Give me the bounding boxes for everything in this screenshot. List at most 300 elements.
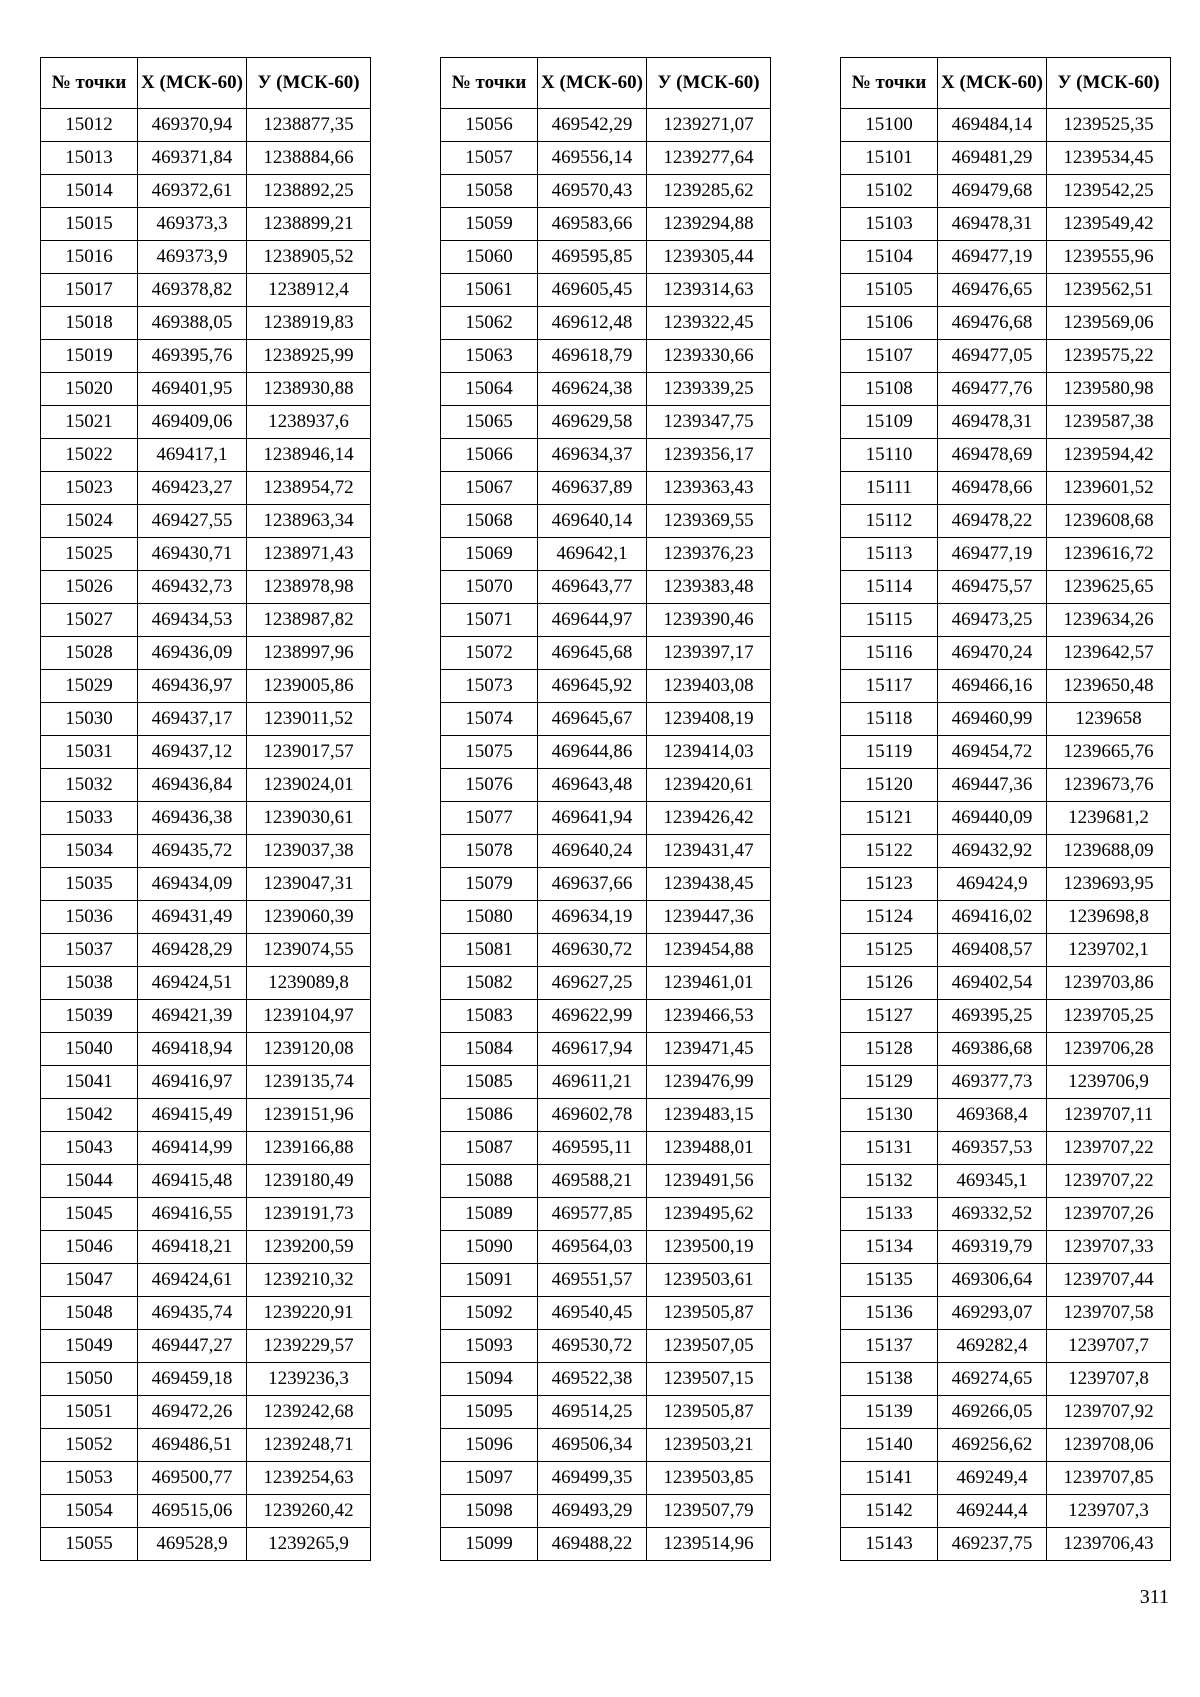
y-coordinate-cell: 1239491,56 [647, 1165, 771, 1198]
table-row [841, 1132, 1171, 1165]
y-coordinate-cell: 1239135,74 [247, 1066, 371, 1099]
table-row [441, 769, 771, 802]
table-row [441, 208, 771, 241]
coordinates-table-2 [440, 57, 771, 1561]
point-number-cell: 15103 [841, 208, 938, 241]
y-coordinate-cell: 1239314,63 [647, 274, 771, 307]
y-coordinate-cell: 1239673,76 [1047, 769, 1171, 802]
table-row [841, 1099, 1171, 1132]
y-coordinate-cell: 1239120,08 [247, 1033, 371, 1066]
table-row [841, 703, 1171, 736]
point-number-cell: 15136 [841, 1297, 938, 1330]
y-coordinate-cell: 1239665,76 [1047, 736, 1171, 769]
table-row [41, 1297, 371, 1330]
point-number-cell: 15054 [41, 1495, 138, 1528]
x-coordinate-cell: 469484,14 [938, 109, 1047, 142]
y-coordinate-cell: 1238978,98 [247, 571, 371, 604]
x-coordinate-cell: 469430,71 [138, 538, 247, 571]
point-number-cell: 15037 [41, 934, 138, 967]
point-number-cell: 15067 [441, 472, 538, 505]
x-coordinate-cell: 469605,45 [538, 274, 647, 307]
table-row [41, 1396, 371, 1429]
x-coordinate-cell: 469488,22 [538, 1528, 647, 1561]
y-coordinate-cell: 1239454,88 [647, 934, 771, 967]
table-row [441, 934, 771, 967]
x-coordinate-cell: 469486,51 [138, 1429, 247, 1462]
x-coordinate-cell: 469472,26 [138, 1396, 247, 1429]
x-coordinate-cell: 469421,39 [138, 1000, 247, 1033]
y-coordinate-cell: 1239254,63 [247, 1462, 371, 1495]
table-row [441, 472, 771, 505]
table-row [841, 1396, 1171, 1429]
x-coordinate-cell: 469634,37 [538, 439, 647, 472]
y-coordinate-cell: 1238987,82 [247, 604, 371, 637]
table-row [441, 505, 771, 538]
y-coordinate-cell: 1239634,26 [1047, 604, 1171, 637]
table-row [41, 1231, 371, 1264]
y-coordinate-cell: 1239229,57 [247, 1330, 371, 1363]
table-row [41, 175, 371, 208]
point-number-cell: 15094 [441, 1363, 538, 1396]
y-coordinate-cell: 1239260,42 [247, 1495, 371, 1528]
point-number-cell: 15104 [841, 241, 938, 274]
table-row [41, 571, 371, 604]
x-coordinate-cell: 469244,4 [938, 1495, 1047, 1528]
y-coordinate-cell: 1239089,8 [247, 967, 371, 1000]
x-coordinate-cell: 469556,14 [538, 142, 647, 175]
point-number-cell: 15042 [41, 1099, 138, 1132]
point-number-cell: 15012 [41, 109, 138, 142]
x-coordinate-cell: 469478,31 [938, 208, 1047, 241]
y-coordinate-cell: 1239104,97 [247, 1000, 371, 1033]
point-number-cell: 15025 [41, 538, 138, 571]
point-number-cell: 15070 [441, 571, 538, 604]
point-number-cell: 15135 [841, 1264, 938, 1297]
point-number-cell: 15016 [41, 241, 138, 274]
table-row [41, 1462, 371, 1495]
table-row [441, 1462, 771, 1495]
y-coordinate-cell: 1239707,22 [1047, 1165, 1171, 1198]
y-coordinate-cell: 1239707,7 [1047, 1330, 1171, 1363]
table-row [841, 604, 1171, 637]
table-row [441, 604, 771, 637]
x-coordinate-cell: 469481,29 [938, 142, 1047, 175]
point-number-cell: 15096 [441, 1429, 538, 1462]
x-coordinate-cell: 469528,9 [138, 1528, 247, 1561]
x-coordinate-cell: 469395,76 [138, 340, 247, 373]
point-number-cell: 15039 [41, 1000, 138, 1033]
table-row [441, 802, 771, 835]
point-number-cell: 15030 [41, 703, 138, 736]
point-number-cell: 15089 [441, 1198, 538, 1231]
table-row [41, 670, 371, 703]
header-point-number: № точки [41, 58, 138, 109]
point-number-cell: 15062 [441, 307, 538, 340]
header-y-coordinate: У (МСК-60) [247, 58, 371, 109]
table-row [41, 967, 371, 1000]
point-number-cell: 15124 [841, 901, 938, 934]
point-number-cell: 15090 [441, 1231, 538, 1264]
point-number-cell: 15029 [41, 670, 138, 703]
point-number-cell: 15129 [841, 1066, 938, 1099]
x-coordinate-cell: 469644,97 [538, 604, 647, 637]
x-coordinate-cell: 469624,38 [538, 373, 647, 406]
x-coordinate-cell: 469424,51 [138, 967, 247, 1000]
header-point-number: № точки [441, 58, 538, 109]
table-row [841, 901, 1171, 934]
y-coordinate-cell: 1239707,3 [1047, 1495, 1171, 1528]
y-coordinate-cell: 1239707,33 [1047, 1231, 1171, 1264]
x-coordinate-cell: 469622,99 [538, 1000, 647, 1033]
x-coordinate-cell: 469293,07 [938, 1297, 1047, 1330]
point-number-cell: 15127 [841, 1000, 938, 1033]
point-number-cell: 15034 [41, 835, 138, 868]
y-coordinate-cell: 1239525,35 [1047, 109, 1171, 142]
point-number-cell: 15069 [441, 538, 538, 571]
y-coordinate-cell: 1239339,25 [647, 373, 771, 406]
x-coordinate-cell: 469476,68 [938, 307, 1047, 340]
x-coordinate-cell: 469515,06 [138, 1495, 247, 1528]
y-coordinate-cell: 1239503,61 [647, 1264, 771, 1297]
x-coordinate-cell: 469476,65 [938, 274, 1047, 307]
x-coordinate-cell: 469416,97 [138, 1066, 247, 1099]
point-number-cell: 15078 [441, 835, 538, 868]
point-number-cell: 15123 [841, 868, 938, 901]
table-row [441, 406, 771, 439]
table-row [41, 109, 371, 142]
table-row [441, 1165, 771, 1198]
point-number-cell: 15031 [41, 736, 138, 769]
table-row [441, 1363, 771, 1396]
table-row [441, 967, 771, 1000]
y-coordinate-cell: 1239707,22 [1047, 1132, 1171, 1165]
x-coordinate-cell: 469332,52 [938, 1198, 1047, 1231]
y-coordinate-cell: 1239403,08 [647, 670, 771, 703]
point-number-cell: 15122 [841, 835, 938, 868]
point-number-cell: 15092 [441, 1297, 538, 1330]
y-coordinate-cell: 1238954,72 [247, 472, 371, 505]
header-row [841, 58, 1171, 109]
point-number-cell: 15068 [441, 505, 538, 538]
y-coordinate-cell: 1239369,55 [647, 505, 771, 538]
point-number-cell: 15093 [441, 1330, 538, 1363]
point-number-cell: 15063 [441, 340, 538, 373]
header-row [441, 58, 771, 109]
table-row [41, 934, 371, 967]
table-row [841, 736, 1171, 769]
table-row [41, 208, 371, 241]
y-coordinate-cell: 1239330,66 [647, 340, 771, 373]
header-x-coordinate: X (МСК-60) [538, 58, 647, 109]
x-coordinate-cell: 469634,19 [538, 901, 647, 934]
y-coordinate-cell: 1239693,95 [1047, 868, 1171, 901]
point-number-cell: 15015 [41, 208, 138, 241]
point-number-cell: 15084 [441, 1033, 538, 1066]
y-coordinate-cell: 1239074,55 [247, 934, 371, 967]
x-coordinate-cell: 469454,72 [938, 736, 1047, 769]
table-row [841, 472, 1171, 505]
point-number-cell: 15113 [841, 538, 938, 571]
table-row [441, 1066, 771, 1099]
point-number-cell: 15033 [41, 802, 138, 835]
y-coordinate-cell: 1239030,61 [247, 802, 371, 835]
y-coordinate-cell: 1239461,01 [647, 967, 771, 1000]
table-row [41, 868, 371, 901]
x-coordinate-cell: 469477,19 [938, 241, 1047, 274]
y-coordinate-cell: 1239555,96 [1047, 241, 1171, 274]
table-row [441, 538, 771, 571]
x-coordinate-cell: 469466,16 [938, 670, 1047, 703]
point-number-cell: 15139 [841, 1396, 938, 1429]
page-number: 311 [1139, 1586, 1169, 1608]
y-coordinate-cell: 1238919,83 [247, 307, 371, 340]
x-coordinate-cell: 469577,85 [538, 1198, 647, 1231]
y-coordinate-cell: 1239707,92 [1047, 1396, 1171, 1429]
x-coordinate-cell: 469611,21 [538, 1066, 647, 1099]
point-number-cell: 15087 [441, 1132, 538, 1165]
x-coordinate-cell: 469357,53 [938, 1132, 1047, 1165]
point-number-cell: 15121 [841, 802, 938, 835]
table-row [441, 274, 771, 307]
point-number-cell: 15141 [841, 1462, 938, 1495]
x-coordinate-cell: 469530,72 [538, 1330, 647, 1363]
point-number-cell: 15021 [41, 406, 138, 439]
x-coordinate-cell: 469583,66 [538, 208, 647, 241]
point-number-cell: 15131 [841, 1132, 938, 1165]
point-number-cell: 15066 [441, 439, 538, 472]
table-row [841, 373, 1171, 406]
y-coordinate-cell: 1239180,49 [247, 1165, 371, 1198]
point-number-cell: 15059 [441, 208, 538, 241]
y-coordinate-cell: 1239390,46 [647, 604, 771, 637]
table-row [441, 175, 771, 208]
y-coordinate-cell: 1239642,57 [1047, 637, 1171, 670]
table-row [841, 1231, 1171, 1264]
x-coordinate-cell: 469266,05 [938, 1396, 1047, 1429]
y-coordinate-cell: 1239503,21 [647, 1429, 771, 1462]
x-coordinate-cell: 469602,78 [538, 1099, 647, 1132]
table-row [841, 1165, 1171, 1198]
y-coordinate-cell: 1239397,17 [647, 637, 771, 670]
y-coordinate-cell: 1239658 [1047, 703, 1171, 736]
table-row [41, 406, 371, 439]
point-number-cell: 15064 [441, 373, 538, 406]
y-coordinate-cell: 1239466,53 [647, 1000, 771, 1033]
x-coordinate-cell: 469370,94 [138, 109, 247, 142]
x-coordinate-cell: 469470,24 [938, 637, 1047, 670]
table-row [441, 1264, 771, 1297]
y-coordinate-cell: 1238912,4 [247, 274, 371, 307]
point-number-cell: 15049 [41, 1330, 138, 1363]
y-coordinate-cell: 1239587,38 [1047, 406, 1171, 439]
point-number-cell: 15040 [41, 1033, 138, 1066]
table-row [841, 1429, 1171, 1462]
y-coordinate-cell: 1239151,96 [247, 1099, 371, 1132]
table-row [441, 703, 771, 736]
table-row [441, 1528, 771, 1561]
point-number-cell: 15052 [41, 1429, 138, 1462]
x-coordinate-cell: 469434,53 [138, 604, 247, 637]
y-coordinate-cell: 1239037,38 [247, 835, 371, 868]
x-coordinate-cell: 469570,43 [538, 175, 647, 208]
header-point-number: № точки [841, 58, 938, 109]
point-number-cell: 15027 [41, 604, 138, 637]
y-coordinate-cell: 1239688,09 [1047, 835, 1171, 868]
y-coordinate-cell: 1239248,71 [247, 1429, 371, 1462]
x-coordinate-cell: 469416,02 [938, 901, 1047, 934]
x-coordinate-cell: 469319,79 [938, 1231, 1047, 1264]
table-row [41, 1066, 371, 1099]
y-coordinate-cell: 1238877,35 [247, 109, 371, 142]
y-coordinate-cell: 1239438,45 [647, 868, 771, 901]
y-coordinate-cell: 1239242,68 [247, 1396, 371, 1429]
table-row [41, 1264, 371, 1297]
table-row [841, 670, 1171, 703]
table-row [41, 142, 371, 175]
table-row [41, 637, 371, 670]
x-coordinate-cell: 469499,35 [538, 1462, 647, 1495]
y-coordinate-cell: 1239414,03 [647, 736, 771, 769]
point-number-cell: 15088 [441, 1165, 538, 1198]
x-coordinate-cell: 469437,17 [138, 703, 247, 736]
y-coordinate-cell: 1239703,86 [1047, 967, 1171, 1000]
x-coordinate-cell: 469386,68 [938, 1033, 1047, 1066]
point-number-cell: 15065 [441, 406, 538, 439]
point-number-cell: 15116 [841, 637, 938, 670]
table-row [841, 142, 1171, 175]
point-number-cell: 15110 [841, 439, 938, 472]
x-coordinate-cell: 469377,73 [938, 1066, 1047, 1099]
point-number-cell: 15114 [841, 571, 938, 604]
y-coordinate-cell: 1239706,28 [1047, 1033, 1171, 1066]
point-number-cell: 15095 [441, 1396, 538, 1429]
point-number-cell: 15105 [841, 274, 938, 307]
y-coordinate-cell: 1239024,01 [247, 769, 371, 802]
x-coordinate-cell: 469473,25 [938, 604, 1047, 637]
table-row [41, 538, 371, 571]
table-row [841, 175, 1171, 208]
y-coordinate-cell: 1238997,96 [247, 637, 371, 670]
y-coordinate-cell: 1239191,73 [247, 1198, 371, 1231]
x-coordinate-cell: 469477,05 [938, 340, 1047, 373]
header-x-coordinate: X (МСК-60) [938, 58, 1047, 109]
y-coordinate-cell: 1239060,39 [247, 901, 371, 934]
x-coordinate-cell: 469617,94 [538, 1033, 647, 1066]
x-coordinate-cell: 469627,25 [538, 967, 647, 1000]
x-coordinate-cell: 469645,68 [538, 637, 647, 670]
x-coordinate-cell: 469493,29 [538, 1495, 647, 1528]
table-row [441, 1297, 771, 1330]
x-coordinate-cell: 469645,92 [538, 670, 647, 703]
y-coordinate-cell: 1239505,87 [647, 1297, 771, 1330]
y-coordinate-cell: 1239200,59 [247, 1231, 371, 1264]
x-coordinate-cell: 469373,3 [138, 208, 247, 241]
table-row [41, 802, 371, 835]
point-number-cell: 15119 [841, 736, 938, 769]
x-coordinate-cell: 469477,76 [938, 373, 1047, 406]
y-coordinate-cell: 1238892,25 [247, 175, 371, 208]
point-number-cell: 15126 [841, 967, 938, 1000]
table-row [41, 1363, 371, 1396]
table-row [41, 1165, 371, 1198]
y-coordinate-cell: 1239265,9 [247, 1528, 371, 1561]
table-row [841, 1363, 1171, 1396]
x-coordinate-cell: 469640,14 [538, 505, 647, 538]
point-number-cell: 15080 [441, 901, 538, 934]
point-number-cell: 15079 [441, 868, 538, 901]
point-number-cell: 15125 [841, 934, 938, 967]
table-row [441, 637, 771, 670]
x-coordinate-cell: 469437,12 [138, 736, 247, 769]
table-row [441, 1429, 771, 1462]
table-row [41, 769, 371, 802]
x-coordinate-cell: 469388,05 [138, 307, 247, 340]
x-coordinate-cell: 469564,03 [538, 1231, 647, 1264]
x-coordinate-cell: 469478,22 [938, 505, 1047, 538]
table-row [441, 868, 771, 901]
y-coordinate-cell: 1239705,25 [1047, 1000, 1171, 1033]
table-row [441, 670, 771, 703]
point-number-cell: 15056 [441, 109, 538, 142]
x-coordinate-cell: 469409,06 [138, 406, 247, 439]
table-row [841, 934, 1171, 967]
x-coordinate-cell: 469588,21 [538, 1165, 647, 1198]
table-row [41, 1528, 371, 1561]
table-row [441, 109, 771, 142]
y-coordinate-cell: 1239707,11 [1047, 1099, 1171, 1132]
x-coordinate-cell: 469436,84 [138, 769, 247, 802]
y-coordinate-cell: 1239707,58 [1047, 1297, 1171, 1330]
table-row [441, 307, 771, 340]
table-row [441, 439, 771, 472]
x-coordinate-cell: 469641,94 [538, 802, 647, 835]
x-coordinate-cell: 469237,75 [938, 1528, 1047, 1561]
x-coordinate-cell: 469459,18 [138, 1363, 247, 1396]
x-coordinate-cell: 469612,48 [538, 307, 647, 340]
point-number-cell: 15077 [441, 802, 538, 835]
y-coordinate-cell: 1238963,34 [247, 505, 371, 538]
x-coordinate-cell: 469408,57 [938, 934, 1047, 967]
table-row [441, 736, 771, 769]
x-coordinate-cell: 469542,29 [538, 109, 647, 142]
y-coordinate-cell: 1239011,52 [247, 703, 371, 736]
table-row [841, 538, 1171, 571]
y-coordinate-cell: 1239305,44 [647, 241, 771, 274]
table-row [41, 307, 371, 340]
point-number-cell: 15075 [441, 736, 538, 769]
table-row [41, 340, 371, 373]
y-coordinate-cell: 1239347,75 [647, 406, 771, 439]
y-coordinate-cell: 1239488,01 [647, 1132, 771, 1165]
y-coordinate-cell: 1239420,61 [647, 769, 771, 802]
point-number-cell: 15081 [441, 934, 538, 967]
header-y-coordinate: У (МСК-60) [1047, 58, 1171, 109]
x-coordinate-cell: 469643,77 [538, 571, 647, 604]
table-row [841, 571, 1171, 604]
y-coordinate-cell: 1239569,06 [1047, 307, 1171, 340]
y-coordinate-cell: 1239471,45 [647, 1033, 771, 1066]
x-coordinate-cell: 469477,19 [938, 538, 1047, 571]
table-row [841, 1495, 1171, 1528]
x-coordinate-cell: 469416,55 [138, 1198, 247, 1231]
point-number-cell: 15026 [41, 571, 138, 604]
table-row [841, 967, 1171, 1000]
y-coordinate-cell: 1238930,88 [247, 373, 371, 406]
point-number-cell: 15101 [841, 142, 938, 175]
point-number-cell: 15137 [841, 1330, 938, 1363]
table-row [441, 241, 771, 274]
table-row [441, 571, 771, 604]
